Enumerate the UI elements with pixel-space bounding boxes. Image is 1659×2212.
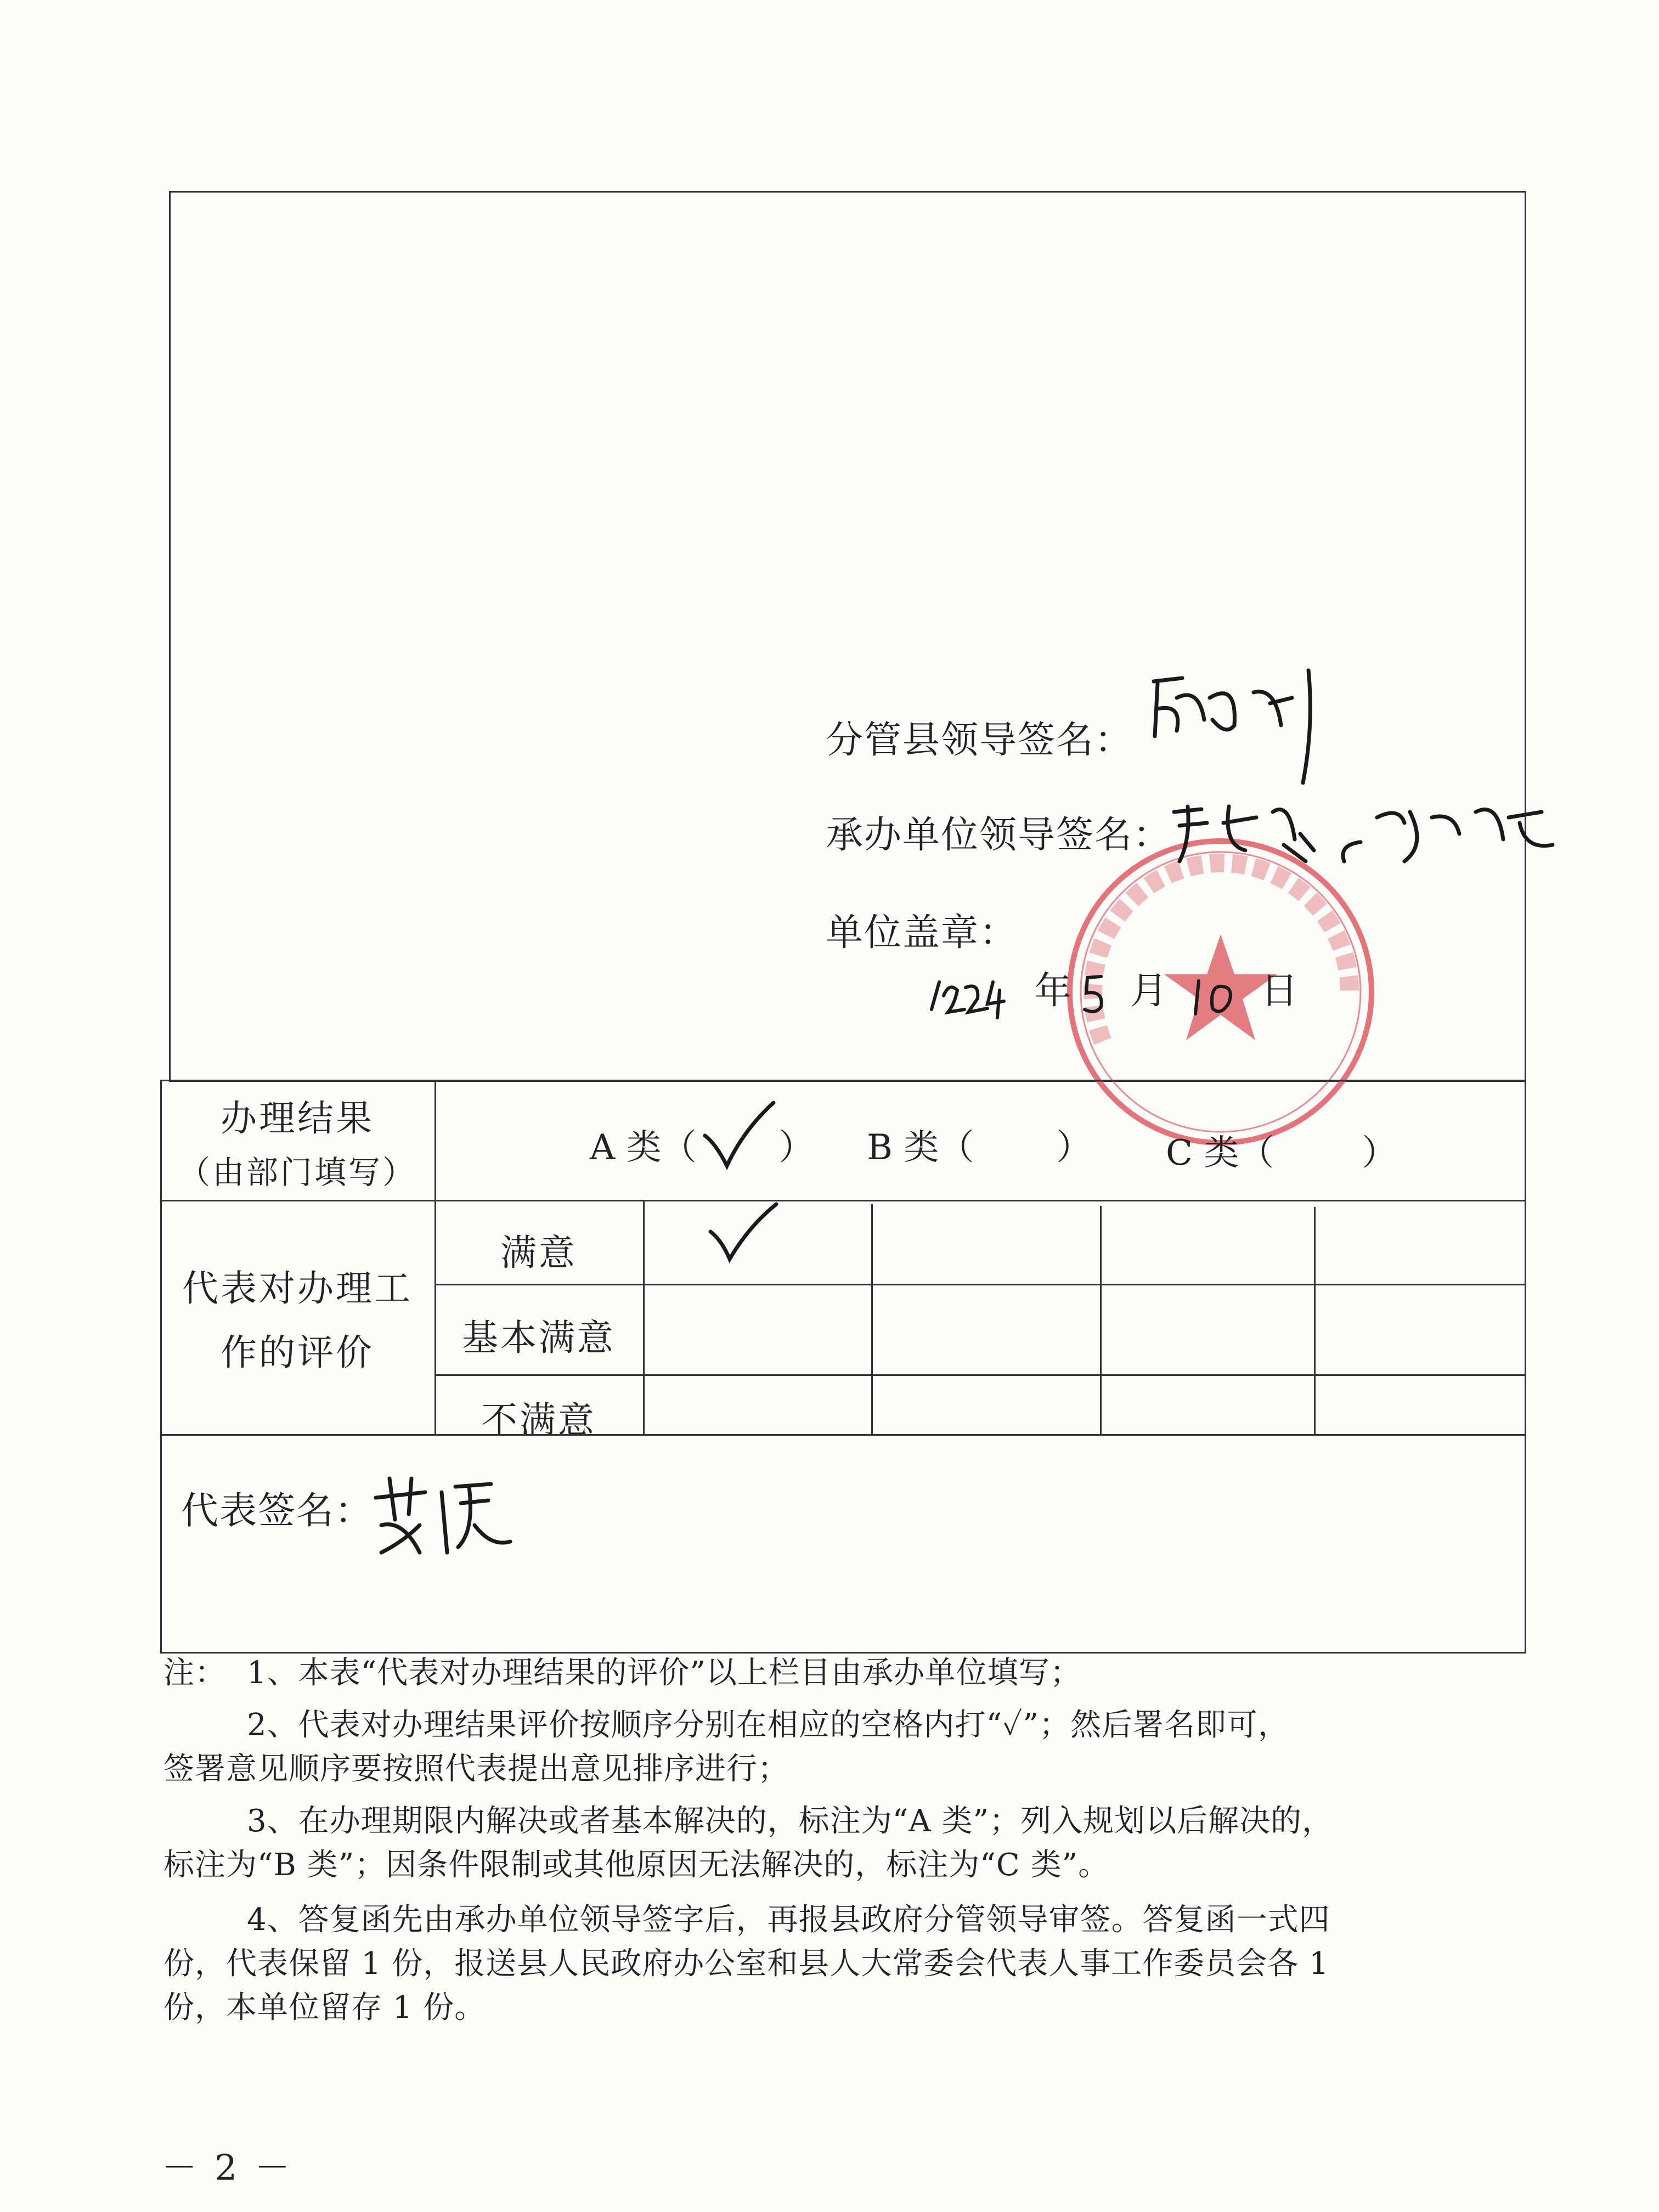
date-day-unit: 日 — [1261, 969, 1300, 1013]
evaluation-table — [160, 1200, 1526, 1436]
date-year-handwriting — [927, 966, 1009, 1031]
eval-divider-4 — [1100, 1206, 1102, 1436]
checkmark-icon — [705, 1199, 782, 1265]
eval-row-line-2 — [435, 1374, 1526, 1376]
unit-leader-signature-label: 承办单位领导签名： — [826, 814, 1172, 857]
result-label-main: 办理结果 — [221, 1097, 374, 1139]
eval-row-line-1 — [435, 1284, 1526, 1285]
county-leader-signature-label: 分管县领导签名： — [826, 719, 1133, 762]
note-item-3-line-2: 标注为“B 类”；因条件限制或其他原因无法解决的，标注为“C 类”。 — [163, 1847, 1110, 1883]
eval-divider-3 — [871, 1204, 873, 1436]
result-option-a[interactable]: A 类（ ） — [590, 1127, 814, 1168]
county-leader-handwritten-signature — [1144, 665, 1330, 791]
date-month-handwriting — [1076, 971, 1115, 1020]
row-label-basically-satisfied: 基本满意 — [462, 1317, 616, 1359]
representative-handwritten-signature — [365, 1470, 513, 1564]
result-label-sub: （由部门填写） — [178, 1154, 416, 1191]
result-option-b[interactable]: B 类（ ） — [867, 1127, 1092, 1168]
note-item-2-line-2: 签署意见顺序要按照代表提出意见排序进行； — [163, 1751, 789, 1787]
result-divider — [435, 1080, 436, 1201]
note-item-3-line-1: 3、在办理期限内解决或者基本解决的，标注为“A 类”；列入规划以后解决的， — [247, 1803, 1334, 1839]
evaluation-label-line1: 代表对办理工 — [182, 1267, 413, 1310]
note-item-4-line-3: 份，本单位留存 1 份。 — [163, 1990, 486, 2025]
representative-signature-label: 代表签名： — [181, 1489, 374, 1533]
checkmark-icon — [699, 1097, 776, 1174]
eval-divider-5 — [1314, 1207, 1316, 1436]
row-label-not-satisfied: 不满意 — [481, 1399, 596, 1441]
result-option-c[interactable]: C 类（ ） — [1166, 1133, 1397, 1173]
unit-leader-handwritten-signature — [1169, 779, 1607, 878]
page-number: － 2 － — [162, 2148, 294, 2188]
row-label-satisfied: 满意 — [500, 1232, 577, 1274]
notes-prefix: 注： — [163, 1655, 226, 1691]
note-item-2-line-1: 2、代表对办理结果评价按顺序分别在相应的空格内打“✓”；然后署名即可， — [247, 1707, 1290, 1743]
date-month-unit: 月 — [1130, 969, 1169, 1013]
note-item-1: 1、本表“代表对办理结果的评价”以上栏目由承办单位填写； — [247, 1655, 1081, 1691]
unit-seal-label: 单位盖章： — [826, 911, 1018, 955]
date-day-handwriting — [1188, 970, 1248, 1025]
evaluation-label-line2: 作的评价 — [221, 1331, 374, 1374]
date-year-unit: 年 — [1034, 969, 1073, 1013]
note-item-4-line-1: 4、答复函先由承办单位领导签字后，再报县政府分管领导审签。答复函一式四 — [247, 1902, 1330, 1938]
note-item-4-line-2: 份，代表保留 1 份，报送县人民政府办公室和县人大常委会代表人事工作委员会各 1 — [163, 1946, 1329, 1982]
eval-divider-2 — [643, 1201, 645, 1436]
